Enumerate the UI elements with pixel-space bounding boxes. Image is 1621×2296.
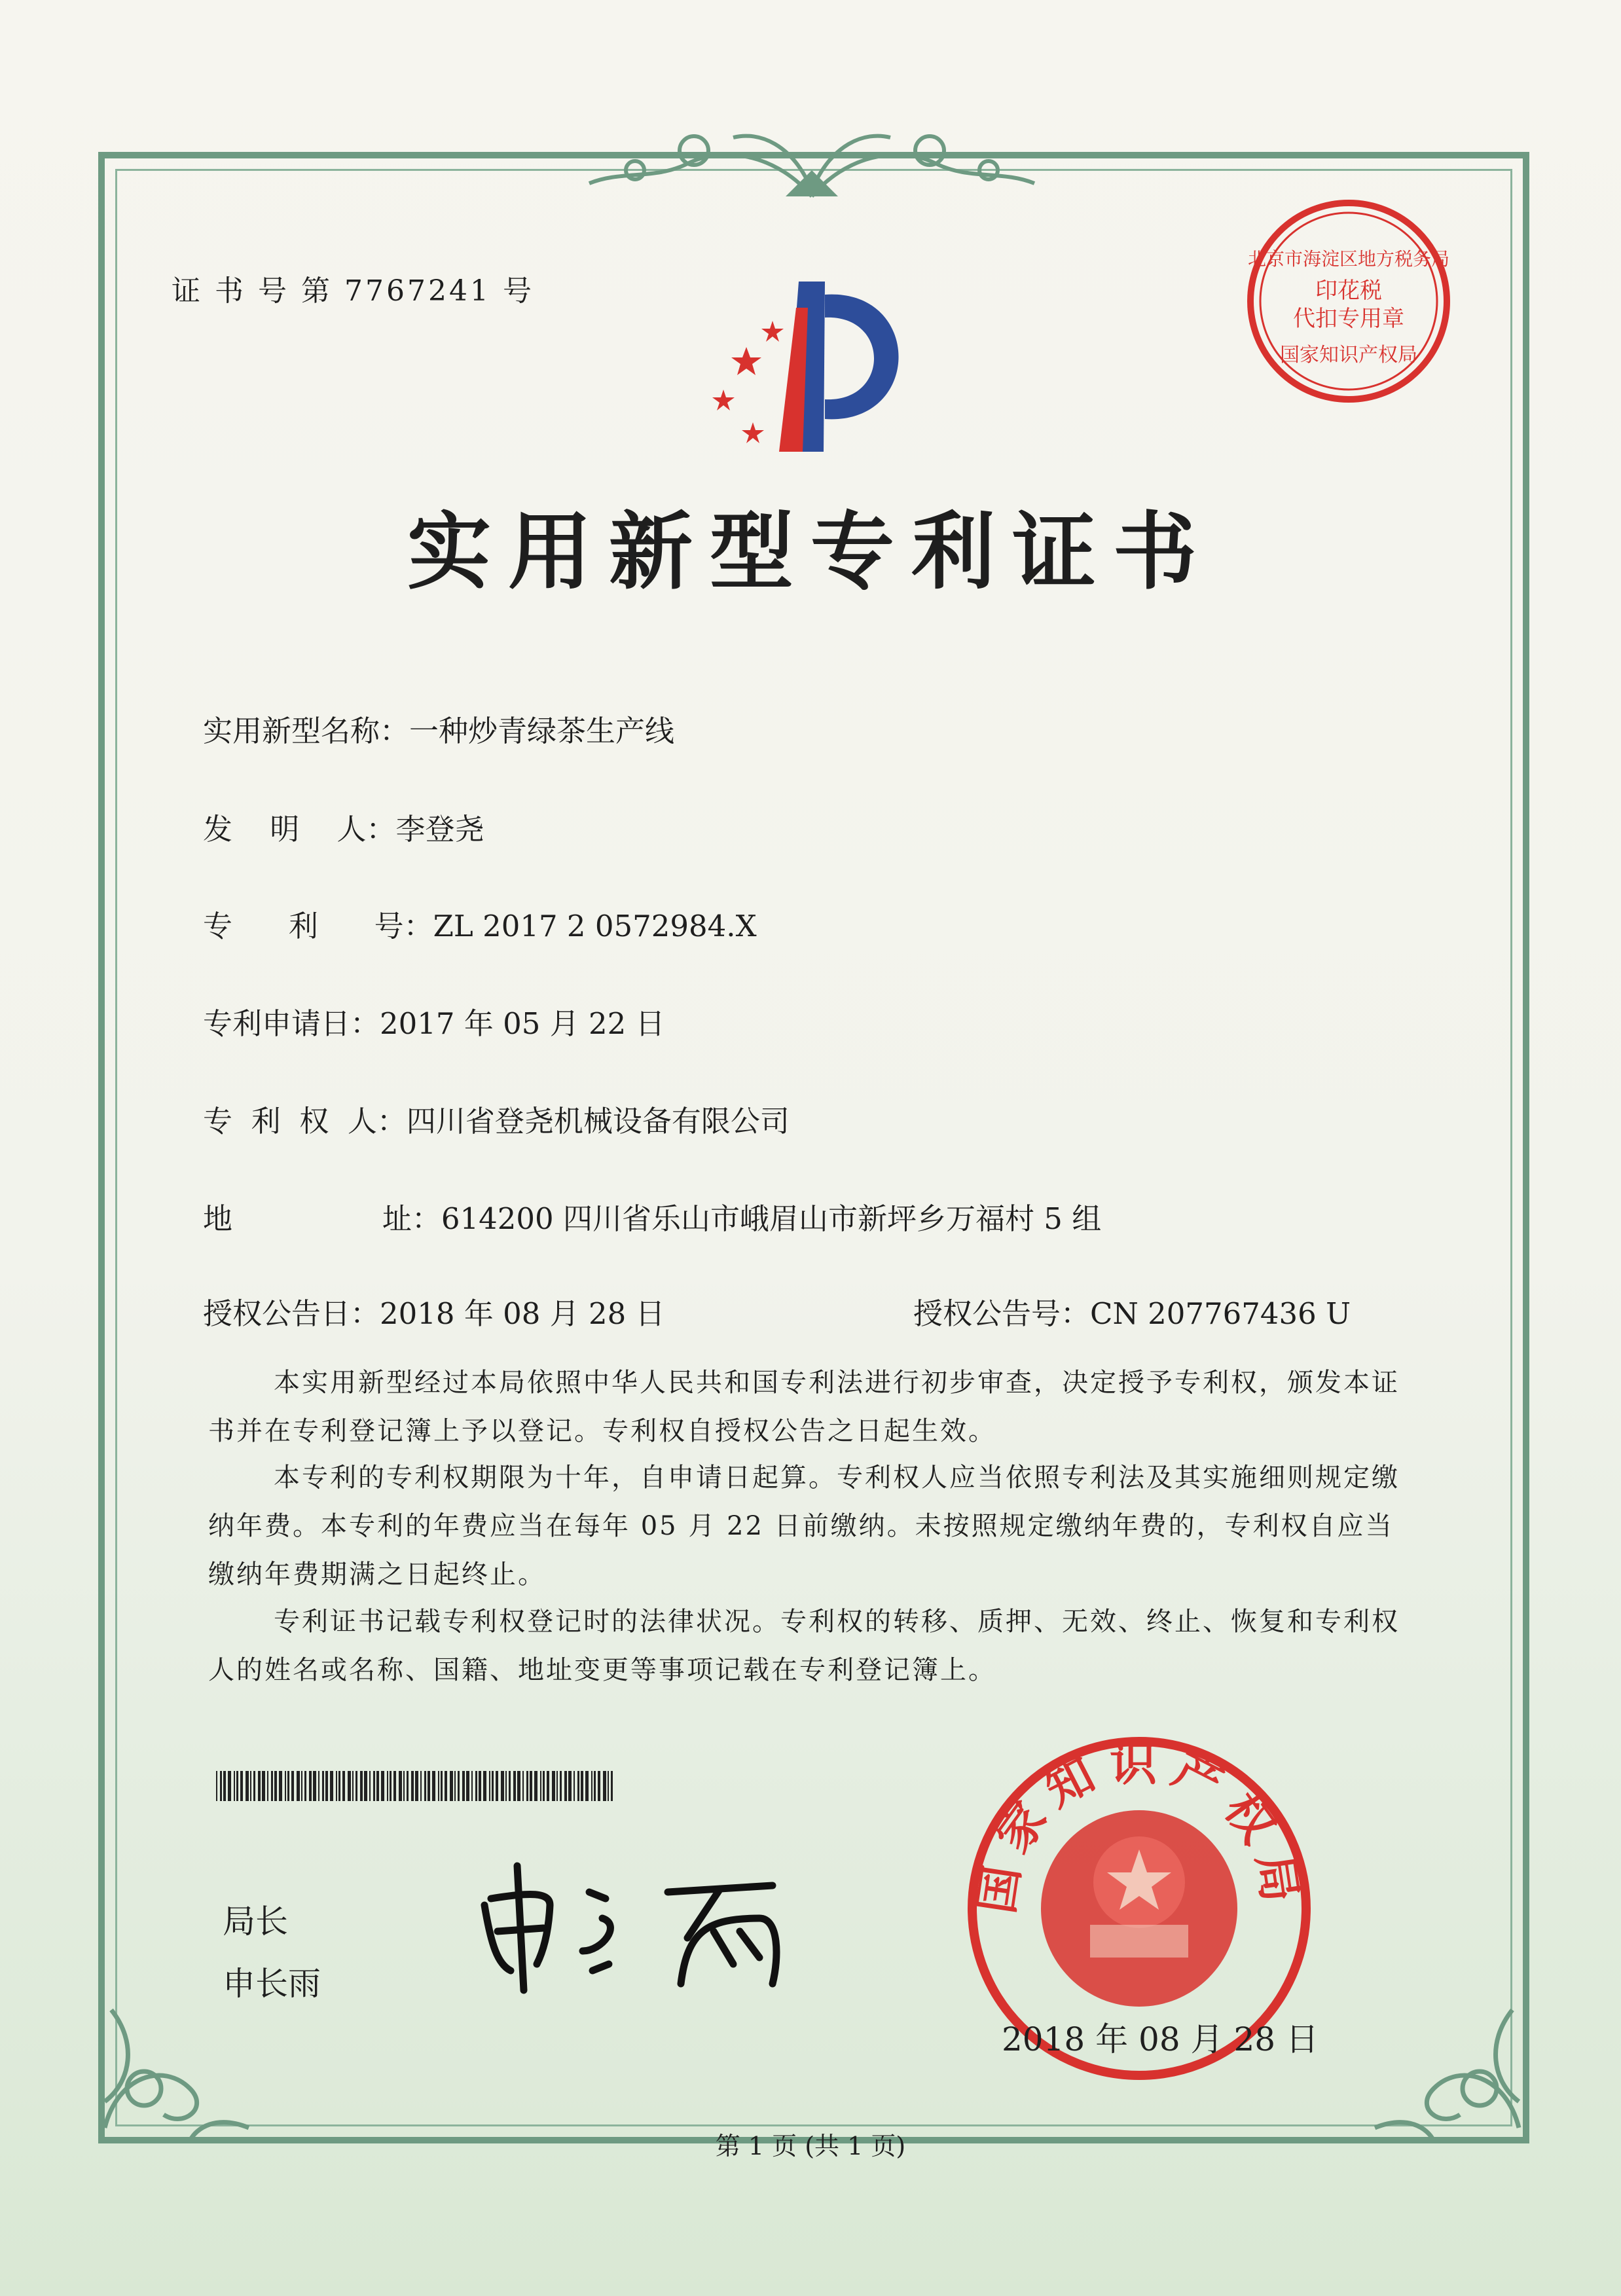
paragraph-term-statement: 本专利的专利权期限为十年，自申请日起算。专利权人应当依照专利法及其实施细则规定缴纳年费。本专利的年费应当在每年 05 月 22 日前缴纳。未按照规定缴纳年费的，专利权自应当缴纳年费期满之日起终止。 — [208, 1463, 1400, 1590]
field-label: 专利申请日： — [203, 1006, 380, 1041]
director-name: 申长雨 — [223, 1965, 321, 2003]
field-application-date — [203, 1000, 665, 1042]
field-label: 专 利 号： — [203, 909, 433, 943]
tax-stamp-bottom-text: 国家知识产权局 — [1280, 344, 1417, 367]
field-value: CN 207767436 U — [1090, 1296, 1351, 1331]
barcode-icon — [216, 1771, 615, 1801]
field-patent-number — [203, 902, 757, 945]
field-value: 一种炒青绿茶生产线 — [409, 714, 675, 748]
field-grant-number — [913, 1290, 1351, 1332]
field-value: 614200 四川省乐山市峨眉山市新坪乡万福村 5 组 — [441, 1201, 1102, 1236]
field-inventor — [203, 805, 484, 848]
field-address — [203, 1195, 1101, 1237]
paragraph-legal-status: 专利证书记载专利权登记时的法律状况。专利权的转移、质押、无效、终止、恢复和专利权人的姓名或名称、国籍、地址变更等事项记载在专利登记簿上。 — [208, 1607, 1400, 1685]
certificate-number-value: 7767241 — [344, 274, 491, 308]
certificate-title: 实用新型专利证书 — [407, 503, 1214, 601]
field-label: 实用新型名称： — [203, 714, 410, 748]
corner-ornament-bottom-right-icon — [1362, 1971, 1532, 2141]
tax-stamp-line1: 印花税 — [1315, 278, 1382, 304]
field-label: 地 址： — [203, 1201, 441, 1236]
tax-stamp-line2: 代扣专用章 — [1293, 306, 1404, 332]
field-label: 授权公告日： — [203, 1296, 380, 1331]
field-value: 2017 年 05 月 22 日 — [380, 1006, 665, 1041]
field-utility-model-name — [203, 707, 674, 750]
field-value: ZL 2017 2 0572984.X — [433, 909, 757, 943]
field-value: 2018 年 08 月 28 日 — [380, 1296, 665, 1331]
seal-date: 2018 年 08 月 28 日 — [1002, 2020, 1319, 2058]
field-value: 李登尧 — [395, 812, 484, 847]
top-ornament-icon — [563, 118, 1061, 210]
certificate-number-suffix: 号 — [502, 274, 534, 308]
field-label: 专 利 权 人： — [203, 1104, 407, 1139]
field-value: 四川省登尧机械设备有限公司 — [406, 1104, 790, 1139]
patent-office-logo-icon — [674, 268, 949, 458]
official-seal-text: 国家知识产权局 — [968, 1736, 1310, 1918]
field-grant-date — [203, 1290, 665, 1332]
certificate-number-label: 证 书 号 第 — [172, 274, 333, 308]
tax-stamp-icon — [1237, 190, 1460, 412]
field-patentee — [203, 1097, 790, 1140]
certificate-number — [172, 267, 534, 309]
tax-stamp-outer-text: 北京市海淀区地方税务局 — [1247, 248, 1450, 270]
field-label: 发 明 人： — [203, 812, 396, 847]
handwritten-signature-icon — [471, 1853, 825, 1997]
page-number: 第 1 页 (共 1 页) — [715, 2132, 906, 2160]
paragraph-grant-statement: 本实用新型经过本局依照中华人民共和国专利法进行初步审查，决定授予专利权，颁发本证书并在专利登记簿上予以登记。专利权自授权公告之日起生效。 — [208, 1368, 1400, 1446]
director-title: 局长 — [223, 1903, 288, 1941]
field-label: 授权公告号： — [913, 1296, 1091, 1331]
